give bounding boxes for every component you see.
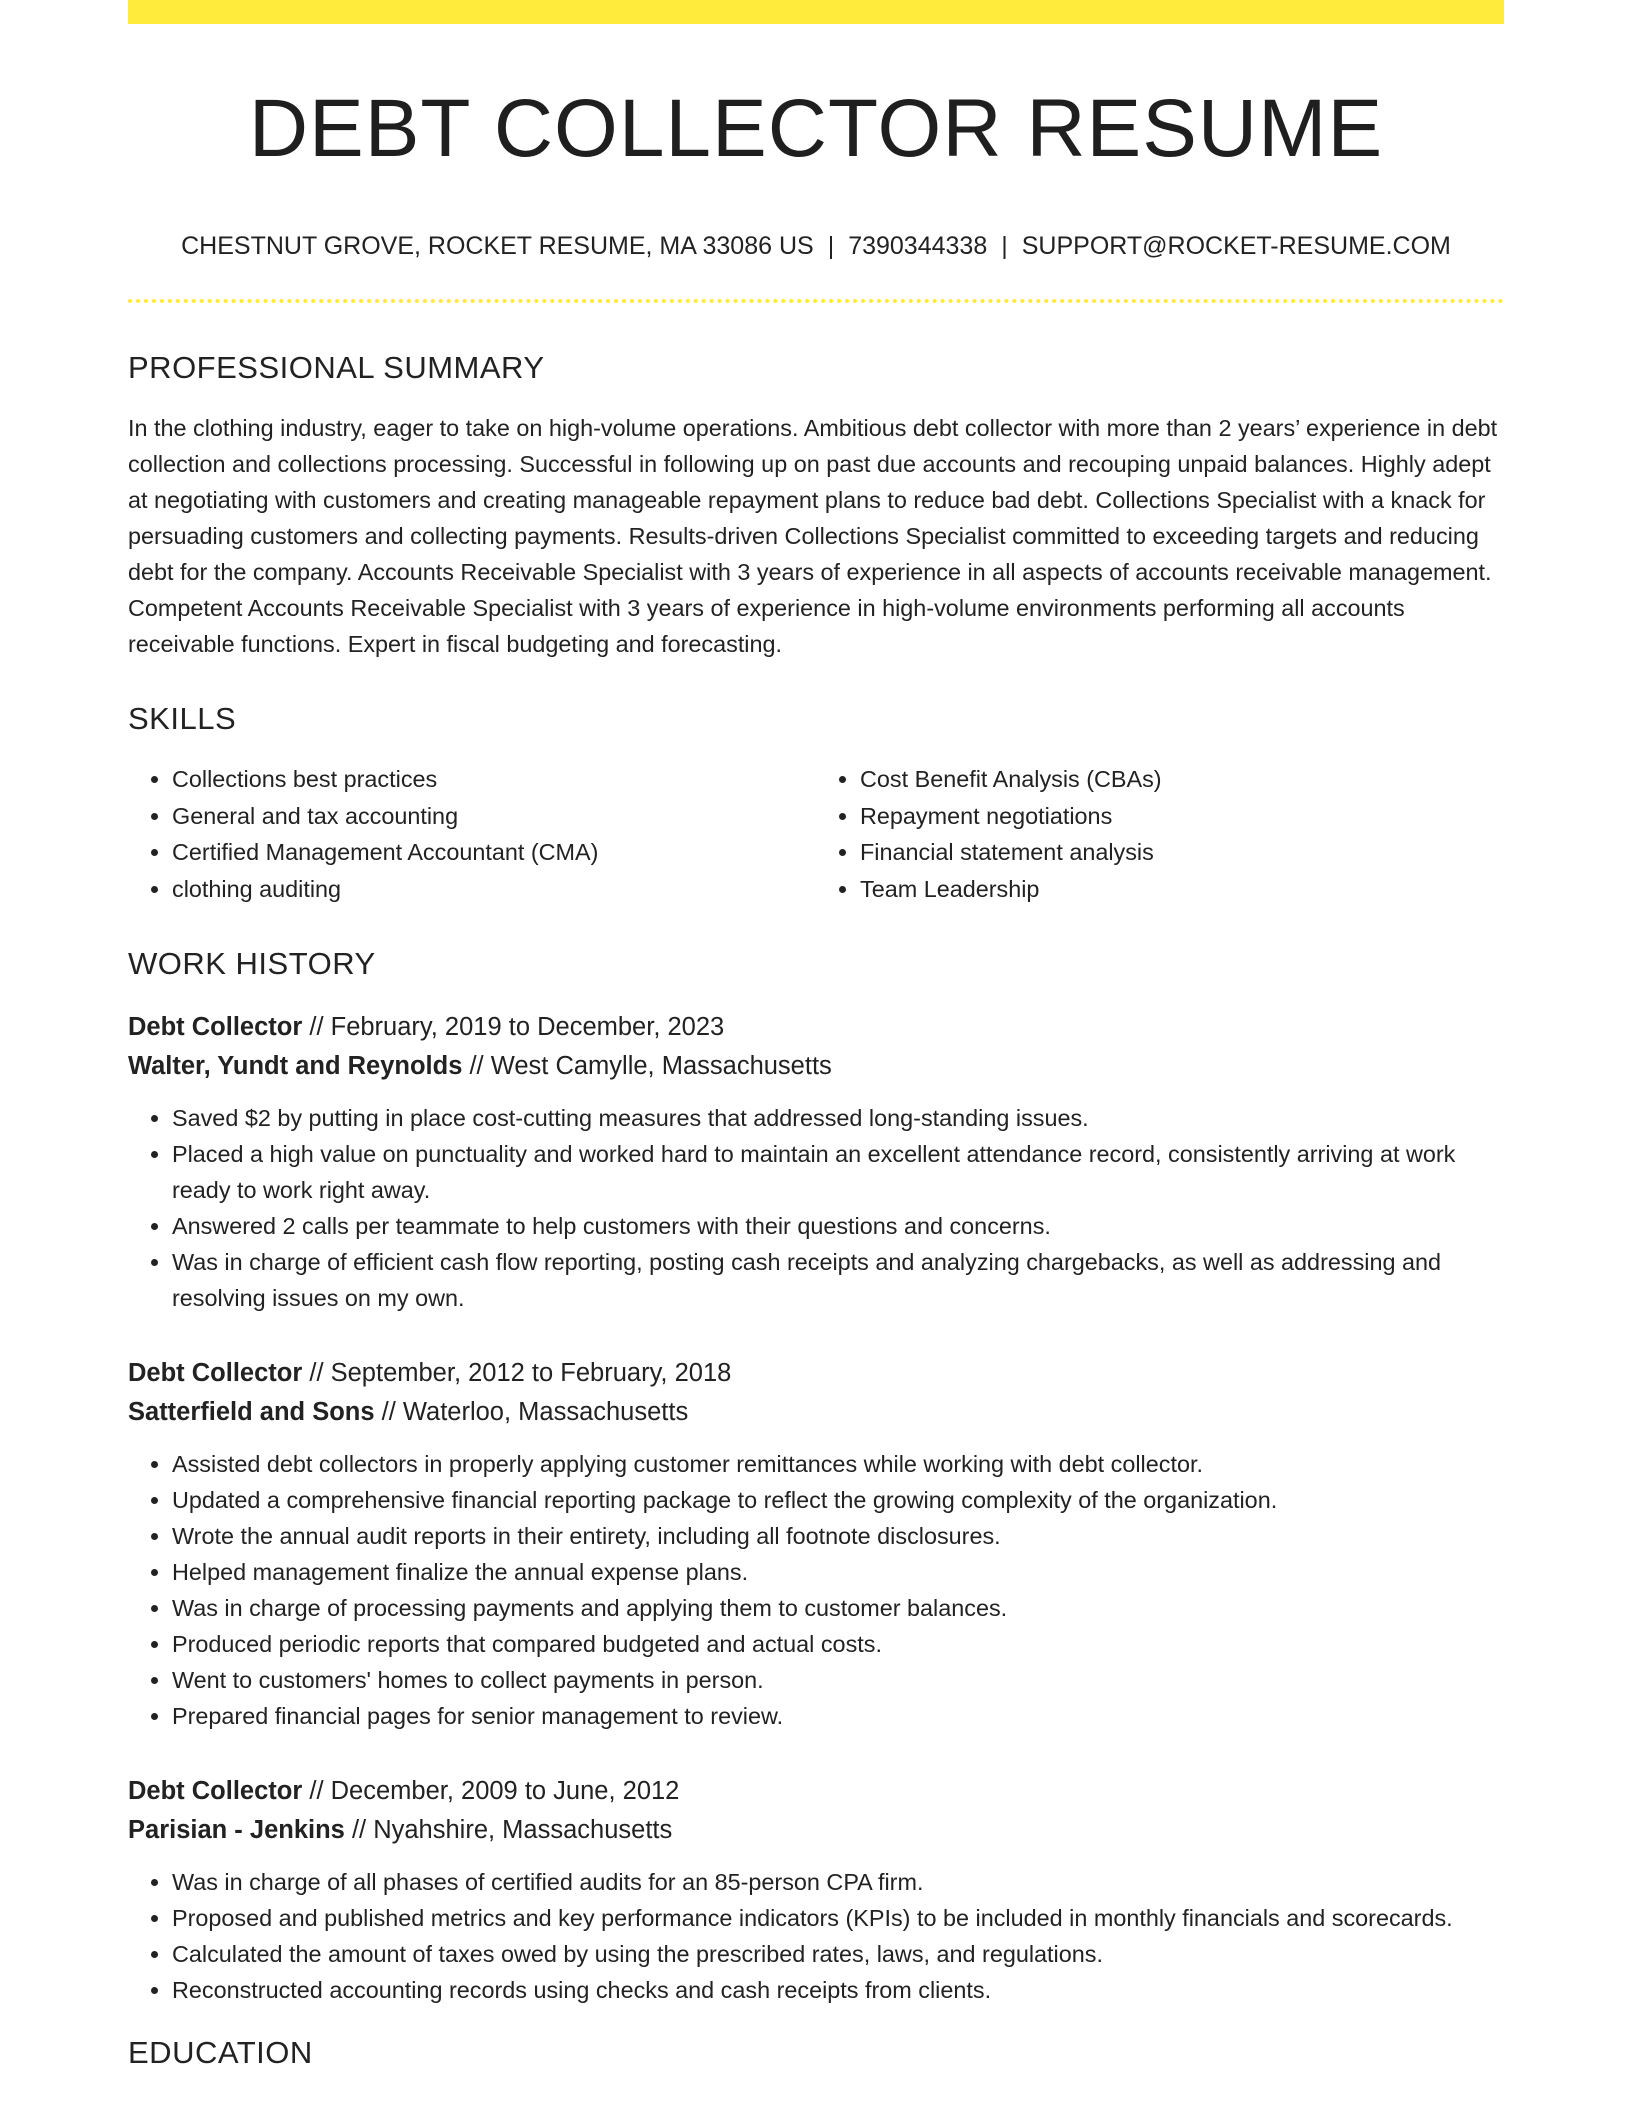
summary-heading: PROFESSIONAL SUMMARY — [128, 349, 545, 385]
job-bullet: • Helped management finalize the annual expense plans. — [172, 1554, 1504, 1590]
job-company-line — [128, 1047, 1504, 1086]
job-bullet: • Updated a comprehensive financial reporting package to reflect the growing complexity of the organization. — [172, 1482, 1504, 1518]
job-title: Debt Collector — [128, 1013, 303, 1042]
contact-separator: | — [1001, 232, 1008, 261]
skill-item: • Cost Benefit Analysis (CBAs) — [860, 761, 1504, 798]
job-company: Walter, Yundt and Reynolds — [128, 1052, 463, 1081]
job-bullet: • Assisted debt collectors in properly applying customer remittances while working with debt collector. — [172, 1446, 1504, 1482]
job-dates: // February, 2019 to December, 2023 — [302, 1013, 725, 1042]
contact-separator: | — [827, 232, 835, 261]
job-entry — [128, 1772, 1504, 2008]
skill-item: • Collections best practices — [172, 761, 816, 798]
resume-title: DEBT COLLECTOR RESUME — [248, 83, 1384, 174]
job-company: Satterfield and Sons — [128, 1398, 375, 1427]
job-company-line — [128, 1393, 1504, 1432]
job-bullet: • Was in charge of processing payments and applying them to customer balances. — [172, 1590, 1504, 1626]
job-entry — [128, 1354, 1504, 1734]
job-title-line — [128, 1008, 1504, 1047]
skill-item: • clothing auditing — [172, 871, 816, 908]
job-bullets — [128, 1100, 1504, 1316]
education-heading: EDUCATION — [128, 2035, 313, 2071]
skills-heading: SKILLS — [128, 701, 237, 737]
skills-list-left — [128, 761, 816, 907]
top-accent-bar — [128, 0, 1504, 24]
contact-email: SUPPORT@ROCKET-RESUME.COM — [1021, 232, 1451, 261]
job-title-line — [128, 1354, 1504, 1393]
job-title-line — [128, 1772, 1504, 1811]
contact-address: CHESTNUT GROVE, ROCKET RESUME, MA 33086 US — [181, 232, 814, 261]
job-bullet: • Was in charge of efficient cash flow reporting, posting cash receipts and analyzing chargebacks, as well as addressing and resolving issues on my own. — [172, 1244, 1504, 1316]
job-bullet: • Produced periodic reports that compared budgeted and actual costs. — [172, 1626, 1504, 1662]
job-bullet: • Reconstructed accounting records using checks and cash receipts from clients. — [172, 1972, 1504, 2008]
job-title: Debt Collector — [128, 1777, 303, 1806]
job-dates: // December, 2009 to June, 2012 — [302, 1777, 680, 1806]
skill-item: • Certified Management Accountant (CMA) — [172, 834, 816, 871]
skills-list-right — [816, 761, 1504, 907]
contact-line — [128, 230, 1504, 263]
job-dates: // September, 2012 to February, 2018 — [302, 1359, 732, 1388]
job-title: Debt Collector — [128, 1359, 303, 1388]
job-location: // West Camylle, Massachusetts — [462, 1052, 832, 1081]
job-bullets — [128, 1864, 1504, 2008]
skills-grid — [128, 761, 1504, 907]
job-bullets — [128, 1446, 1504, 1734]
resume-page — [128, 0, 1504, 2072]
skill-item: • Team Leadership — [860, 871, 1504, 908]
skill-item: • General and tax accounting — [172, 798, 816, 835]
job-bullet: • Proposed and published metrics and key performance indicators (KPIs) to be included in monthly financials and scorecards. — [172, 1900, 1504, 1936]
contact-phone: 7390344338 — [848, 232, 988, 261]
job-bullet: • Calculated the amount of taxes owed by using the prescribed rates, laws, and regulations. — [172, 1936, 1504, 1972]
job-company-line — [128, 1811, 1504, 1850]
job-bullet: • Prepared financial pages for senior management to review. — [172, 1698, 1504, 1734]
skill-item: • Repayment negotiations — [860, 798, 1504, 835]
job-location: // Nyahshire, Massachusetts — [344, 1816, 673, 1845]
job-bullet: • Was in charge of all phases of certified audits for an 85-person CPA firm. — [172, 1864, 1504, 1900]
dotted-divider — [128, 299, 1504, 303]
job-bullet: • Placed a high value on punctuality and worked hard to maintain an excellent attendance record, consistently arriving at work ready to work right away. — [172, 1136, 1504, 1208]
job-bullet: • Wrote the annual audit reports in their entirety, including all footnote disclosures. — [172, 1518, 1504, 1554]
job-company: Parisian - Jenkins — [128, 1816, 345, 1845]
job-bullet: • Answered 2 calls per teammate to help customers with their questions and concerns. — [172, 1208, 1504, 1244]
summary-text: In the clothing industry, eager to take on high-volume operations. Ambitious debt collector with more than 2 years’ experience in debt collection and collections processing. Successful in following up on past due accounts and recouping unpaid balances. Highly adept at negotiating with customers and creating manageable repayment plans to reduce bad debt. Collections Specialist with a knack for persuading customers and collecting payments. Results-driven Collections Specialist committed to exceeding targets and reducing debt for the company. Accounts Receivable Specialist with 3 years of experience in all aspects of accounts receivable management. Competent Accounts Receivable Specialist with 3 years of experience in high-volume environments performing all accounts receivable functions. Expert in fiscal budgeting and forecasting. — [128, 415, 1498, 658]
job-bullet: • Went to customers' homes to collect payments in person. — [172, 1662, 1504, 1698]
job-bullet: • Saved $2 by putting in place cost-cutting measures that addressed long-standing issues. — [172, 1100, 1504, 1136]
work-history-heading: WORK HISTORY — [128, 946, 376, 982]
job-location: // Waterloo, Massachusetts — [374, 1398, 689, 1427]
skill-item: • Financial statement analysis — [860, 834, 1504, 871]
job-entry — [128, 1008, 1504, 1316]
